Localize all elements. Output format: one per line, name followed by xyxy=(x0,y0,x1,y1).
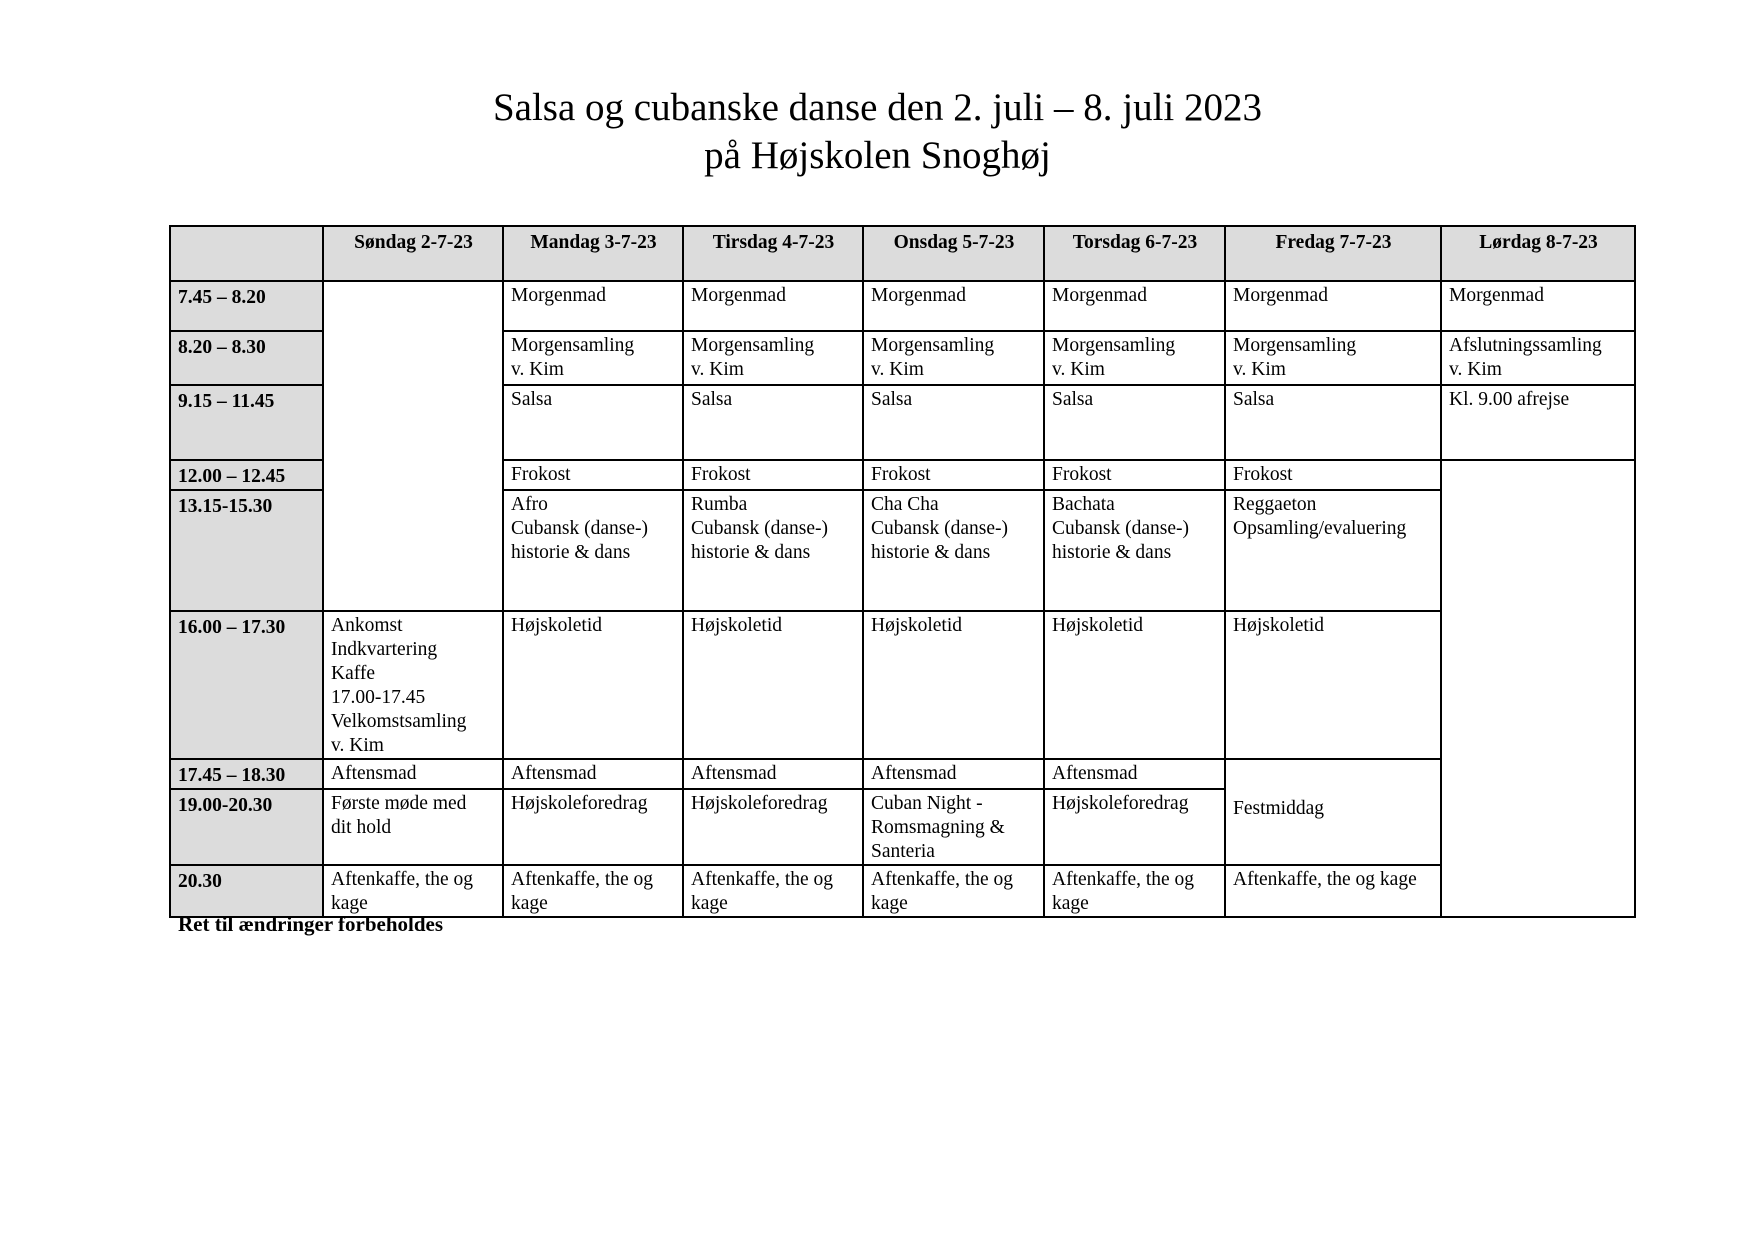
header-row xyxy=(170,226,1635,281)
schedule-cell: Morgenmad xyxy=(1225,281,1441,331)
schedule-cell: Morgenmad xyxy=(683,281,863,331)
title-line-1: Salsa og cubanske danse den 2. juli – 8. juli 2023 xyxy=(492,86,1263,129)
schedule-cell: Aftenkaffe, the og kage xyxy=(323,865,503,917)
time-cell: 8.20 – 8.30 xyxy=(170,331,323,385)
schedule-cell: Morgenmad xyxy=(1441,281,1635,331)
day-header-wednesday: Onsdag 5-7-23 xyxy=(863,226,1044,281)
time-cell: 16.00 – 17.30 xyxy=(170,611,323,759)
schedule-cell: Aftensmad xyxy=(323,759,503,789)
schedule-cell: Højskoletid xyxy=(1225,611,1441,759)
schedule-cell: Første møde med dit hold xyxy=(323,789,503,865)
schedule-cell: Salsa xyxy=(1044,385,1225,460)
schedule-cell: Højskoletid xyxy=(683,611,863,759)
day-header-saturday: Lørdag 8-7-23 xyxy=(1441,226,1635,281)
schedule-cell: Morgenmad xyxy=(1044,281,1225,331)
schedule-cell: Aftensmad xyxy=(1044,759,1225,789)
day-header-sunday: Søndag 2-7-23 xyxy=(323,226,503,281)
schedule-cell: Cuban Night - Romsmagning & Santeria xyxy=(863,789,1044,865)
schedule-cell: Salsa xyxy=(683,385,863,460)
schedule-cell: Afro Cubansk (danse-) historie & dans xyxy=(503,490,683,611)
schedule-cell: Højskoletid xyxy=(503,611,683,759)
schedule-cell: Morgensamling v. Kim xyxy=(1225,331,1441,385)
time-cell: 19.00-20.30 xyxy=(170,789,323,865)
schedule-cell: Aftensmad xyxy=(863,759,1044,789)
schedule-cell: Aftenkaffe, the og kage xyxy=(1044,865,1225,917)
time-cell: 20.30 xyxy=(170,865,323,917)
schedule-cell-empty xyxy=(323,281,503,611)
schedule-cell: Morgenmad xyxy=(863,281,1044,331)
schedule-cell: Aftenkaffe, the og kage xyxy=(1225,865,1441,917)
schedule-cell: Frokost xyxy=(863,460,1044,490)
time-cell: 7.45 – 8.20 xyxy=(170,281,323,331)
schedule-cell: Frokost xyxy=(503,460,683,490)
schedule-cell: Salsa xyxy=(503,385,683,460)
table-row xyxy=(170,611,1635,759)
table-row xyxy=(170,865,1635,917)
day-header-thursday: Torsdag 6-7-23 xyxy=(1044,226,1225,281)
schedule-cell: Frokost xyxy=(683,460,863,490)
schedule-cell: Afslutningssamling v. Kim xyxy=(1441,331,1635,385)
time-cell: 13.15-15.30 xyxy=(170,490,323,611)
schedule-cell: Ankomst Indkvartering Kaffe 17.00-17.45 Velkomstsamling v. Kim xyxy=(323,611,503,759)
schedule-cell-empty xyxy=(1441,460,1635,917)
schedule-cell: Kl. 9.00 afrejse xyxy=(1441,385,1635,460)
schedule-cell: Højskoleforedrag xyxy=(1044,789,1225,865)
corner-cell xyxy=(170,226,323,281)
schedule-cell: Morgensamling v. Kim xyxy=(863,331,1044,385)
schedule-cell: Reggaeton Opsamling/evaluering xyxy=(1225,490,1441,611)
schedule-cell: Aftenkaffe, the og kage xyxy=(683,865,863,917)
schedule-cell: Bachata Cubansk (danse-) historie & dans xyxy=(1044,490,1225,611)
time-cell: 9.15 – 11.45 xyxy=(170,385,323,460)
schedule-cell: Højskoletid xyxy=(1044,611,1225,759)
title-line-2: på Højskolen Snoghøj xyxy=(704,134,1051,177)
day-header-friday: Fredag 7-7-23 xyxy=(1225,226,1441,281)
schedule-cell: Rumba Cubansk (danse-) historie & dans xyxy=(683,490,863,611)
schedule-cell: Aftenkaffe, the og kage xyxy=(863,865,1044,917)
schedule-cell: Aftensmad xyxy=(683,759,863,789)
schedule-cell: Højskoleforedrag xyxy=(683,789,863,865)
time-cell: 17.45 – 18.30 xyxy=(170,759,323,789)
schedule-cell: Salsa xyxy=(863,385,1044,460)
schedule-cell: Morgensamling v. Kim xyxy=(683,331,863,385)
table-row xyxy=(170,281,1635,331)
time-cell: 12.00 – 12.45 xyxy=(170,460,323,490)
schedule-cell: Frokost xyxy=(1225,460,1441,490)
day-header-tuesday: Tirsdag 4-7-23 xyxy=(683,226,863,281)
schedule-cell: Morgensamling v. Kim xyxy=(1044,331,1225,385)
schedule-cell: Aftenkaffe, the og kage xyxy=(503,865,683,917)
table-row xyxy=(170,759,1635,789)
schedule-cell: Morgensamling v. Kim xyxy=(503,331,683,385)
schedule-cell: Frokost xyxy=(1044,460,1225,490)
schedule-cell: Cha Cha Cubansk (danse-) historie & dans xyxy=(863,490,1044,611)
document-title xyxy=(0,84,1755,180)
schedule-cell: Aftensmad xyxy=(503,759,683,789)
schedule-cell: Højskoleforedrag xyxy=(503,789,683,865)
schedule-table xyxy=(169,225,1636,918)
schedule-cell: Morgenmad xyxy=(503,281,683,331)
day-header-monday: Mandag 3-7-23 xyxy=(503,226,683,281)
schedule-cell-festmiddag: Festmiddag xyxy=(1225,759,1441,865)
schedule-cell: Højskoletid xyxy=(863,611,1044,759)
footnote: Ret til ændringer forbeholdes xyxy=(178,912,444,936)
schedule-cell: Salsa xyxy=(1225,385,1441,460)
